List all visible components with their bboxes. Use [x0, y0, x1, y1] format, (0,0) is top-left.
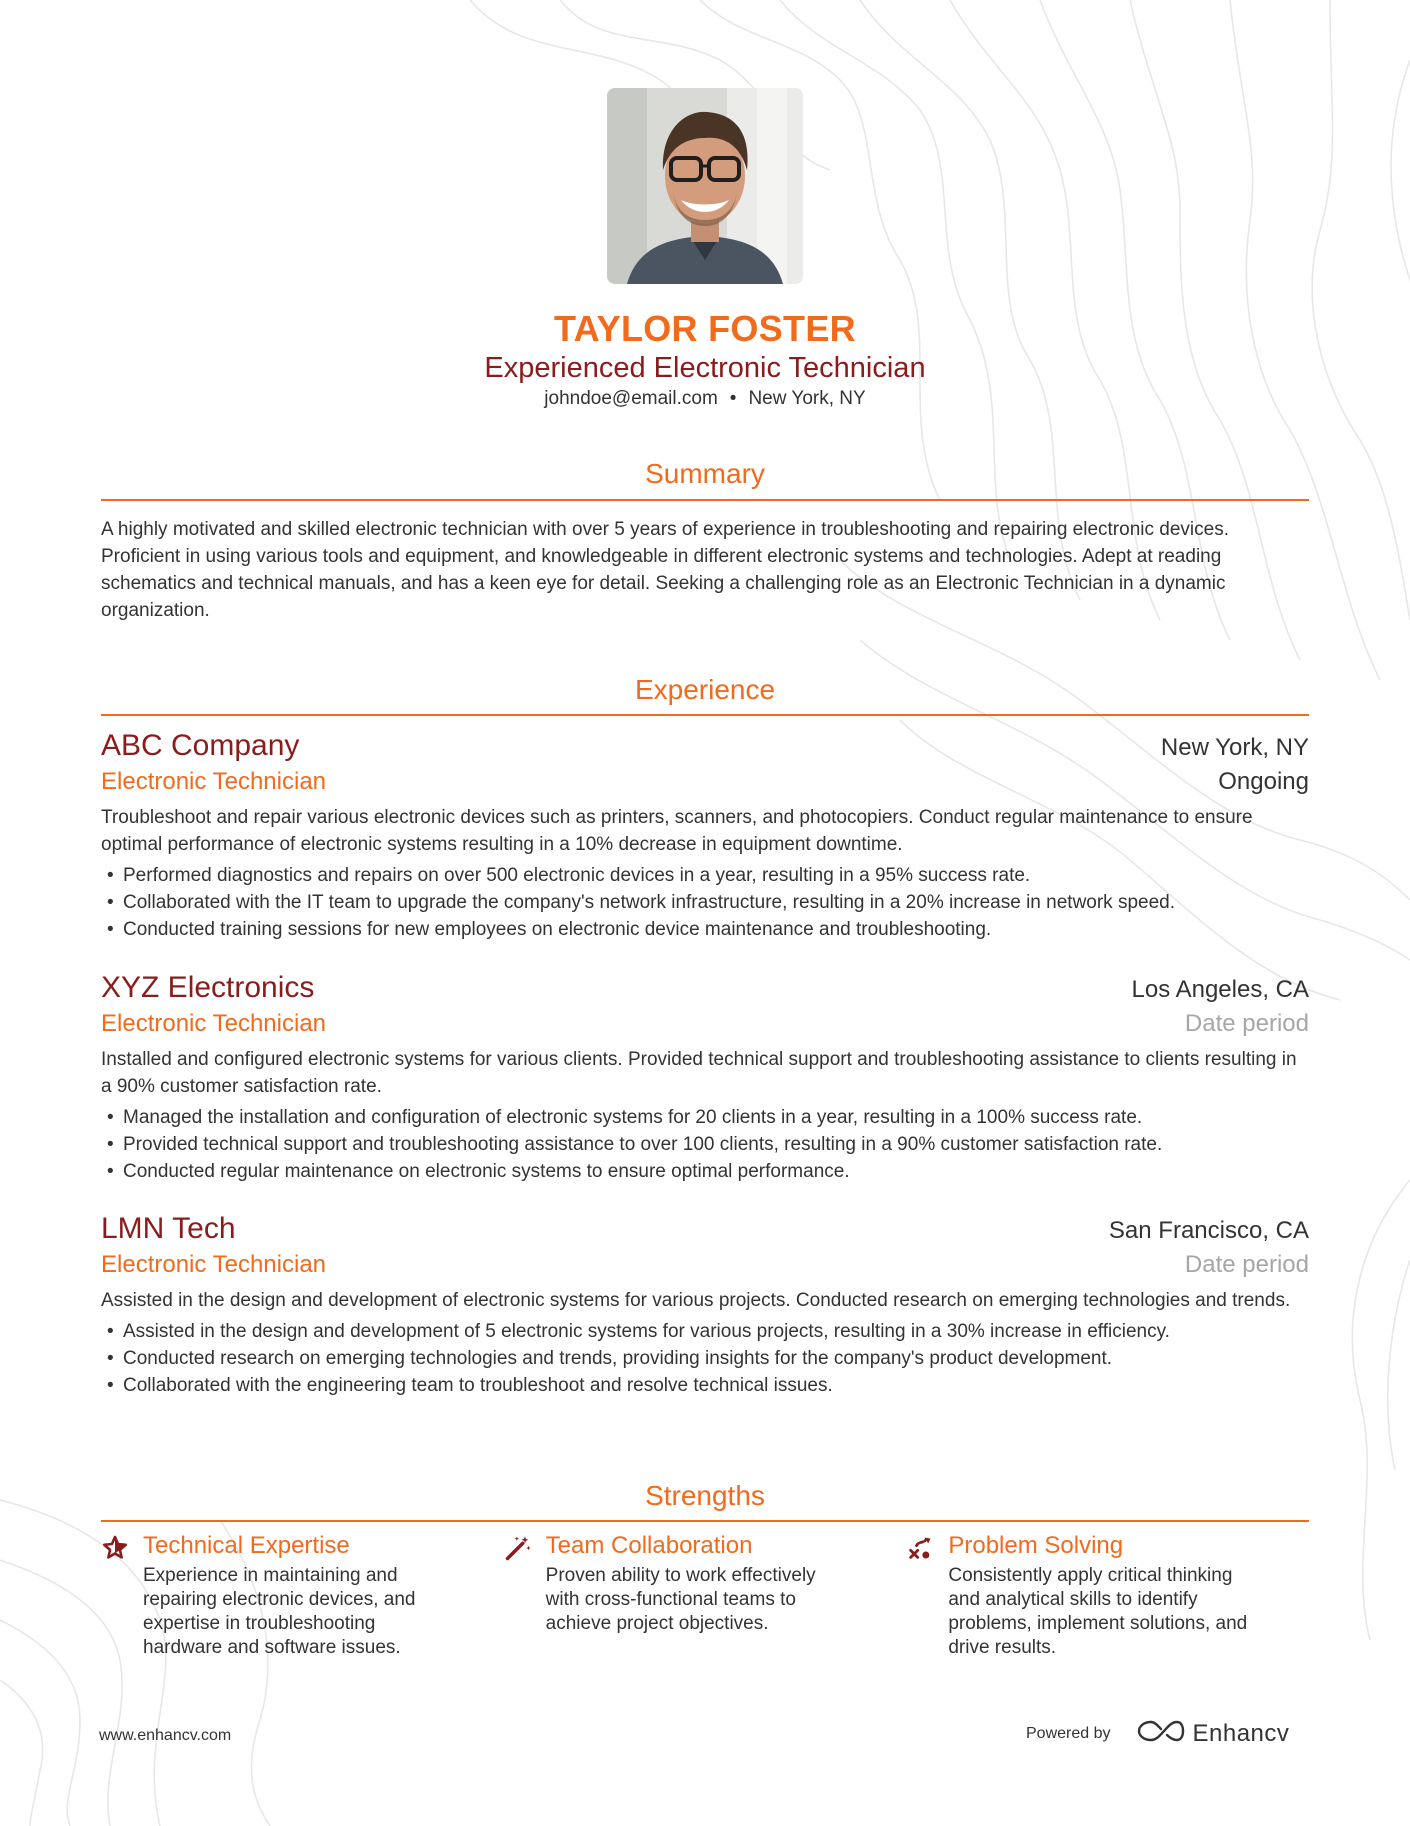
- strengths-list: [101, 1530, 1309, 1660]
- summary-text: A highly motivated and skilled electronic technician with over 5 years of experience in troubleshooting and repairing electronic devices. Proficient in using various tools and equipment, and knowledgeable in different electronic systems and technologies. Adept at reading schematics and technical manuals, and has a keen eye for detail. Seeking a challenging role as an Electronic Technician in a dynamic organization.: [101, 519, 1229, 621]
- route-icon: [906, 1530, 948, 1660]
- job-bullet: • Collaborated with the IT team to upgrade the company's network infrastructure, resulting in a 20% increase in network speed.: [101, 889, 1309, 916]
- summary-divider: [101, 499, 1309, 501]
- contact-line: [0, 388, 1410, 410]
- strength-item: [101, 1530, 504, 1660]
- contact-separator: •: [729, 388, 737, 409]
- job-entry: [101, 970, 1309, 1185]
- job-bullet: • Conducted regular maintenance on electronic systems to ensure optimal performance.: [101, 1158, 1309, 1185]
- job-role: Electronic Technician: [101, 1251, 327, 1278]
- summary-heading: Summary: [645, 458, 765, 489]
- brand-name: Enhancv: [1192, 1719, 1290, 1747]
- job-role: Electronic Technician: [101, 1010, 327, 1037]
- experience-heading: Experience: [634, 674, 776, 705]
- job-bullet: • Conducted training sessions for new employees on electronic device maintenance and troubleshooting.: [101, 916, 1309, 943]
- job-bullets: [101, 1104, 1309, 1185]
- job-entry: [101, 1211, 1309, 1399]
- job-location: New York, NY: [1160, 734, 1309, 761]
- job-entry: [101, 728, 1309, 943]
- job-bullets: [101, 862, 1309, 943]
- job-bullet: • Provided technical support and troubleshooting assistance to over 100 clients, resulting in a 90% customer satisfaction rate.: [101, 1131, 1309, 1158]
- company-name: XYZ Electronics: [101, 971, 315, 1004]
- company-name: LMN Tech: [101, 1212, 236, 1245]
- strengths-heading: Strengths: [645, 1480, 765, 1511]
- job-bullet: • Conducted research on emerging technologies and trends, providing insights for the company's product development.: [101, 1345, 1309, 1372]
- strength-item: [906, 1530, 1309, 1660]
- strength-title: Problem Solving: [948, 1532, 1124, 1559]
- job-bullet: • Managed the installation and configuration of electronic systems for 20 clients in a year, resulting in a 100% success rate.: [101, 1104, 1309, 1131]
- job-location: San Francisco, CA: [1108, 1217, 1309, 1244]
- job-period: Date period: [1184, 1010, 1309, 1037]
- email-text[interactable]: johndoe@email.com: [544, 388, 718, 409]
- enhancv-logo-icon: [1137, 1718, 1185, 1749]
- job-description: Installed and configured electronic systems for various clients. Provided technical support and troubleshooting assistance to clients resulting in a 90% customer satisfaction rate.: [101, 1049, 1297, 1097]
- job-period: Date period: [1184, 1251, 1309, 1278]
- powered-by: [1026, 1718, 1289, 1749]
- job-bullet: • Collaborated with the engineering team to troubleshoot and resolve technical issues.: [101, 1372, 1309, 1399]
- website-link[interactable]: www.enhancv.com: [99, 1727, 232, 1744]
- candidate-title: Experienced Electronic Technician: [484, 352, 926, 384]
- strength-title: Technical Expertise: [143, 1532, 350, 1559]
- job-description: Assisted in the design and development of electronic systems for various projects. Conducted research on emerging technologies and trends.: [101, 1290, 1291, 1311]
- experience-divider: [101, 714, 1309, 716]
- candidate-name: TAYLOR FOSTER: [554, 308, 856, 349]
- job-description: Troubleshoot and repair various electronic devices such as printers, scanners, and photocopiers. Conduct regular maintenance to ensure optimal performance of electronic systems resulting in a 10% decrease in equipment downtime.: [101, 807, 1253, 855]
- powered-by-label: Powered by: [1026, 1724, 1111, 1742]
- job-period: Ongoing: [1218, 768, 1309, 795]
- star-icon: [101, 1530, 143, 1660]
- magic-wand-icon: [504, 1530, 546, 1660]
- strength-title: Team Collaboration: [545, 1532, 753, 1559]
- location-text: New York, NY: [748, 388, 866, 409]
- job-bullet: • Performed diagnostics and repairs on over 500 electronic devices in a year, resulting in a 95% success rate.: [101, 862, 1309, 889]
- strength-text: Experience in maintaining and repairing electronic devices, and expertise in troubleshooting hardware and software issues.: [143, 1565, 416, 1658]
- strengths-divider: [101, 1520, 1309, 1522]
- strength-item: [504, 1530, 907, 1660]
- strength-text: Proven ability to work effectively with cross-functional teams to achieve project objectives.: [545, 1565, 816, 1634]
- job-role: Electronic Technician: [101, 768, 327, 795]
- company-name: ABC Company: [101, 729, 300, 762]
- job-location: Los Angeles, CA: [1131, 976, 1309, 1003]
- job-bullet: • Assisted in the design and development of 5 electronic systems for various projects, resulting in a 30% increase in efficiency.: [101, 1318, 1309, 1345]
- job-bullets: [101, 1318, 1309, 1399]
- profile-photo: [607, 88, 803, 284]
- strength-text: Consistently apply critical thinking and analytical skills to identify problems, implement solutions, and drive results.: [948, 1565, 1248, 1658]
